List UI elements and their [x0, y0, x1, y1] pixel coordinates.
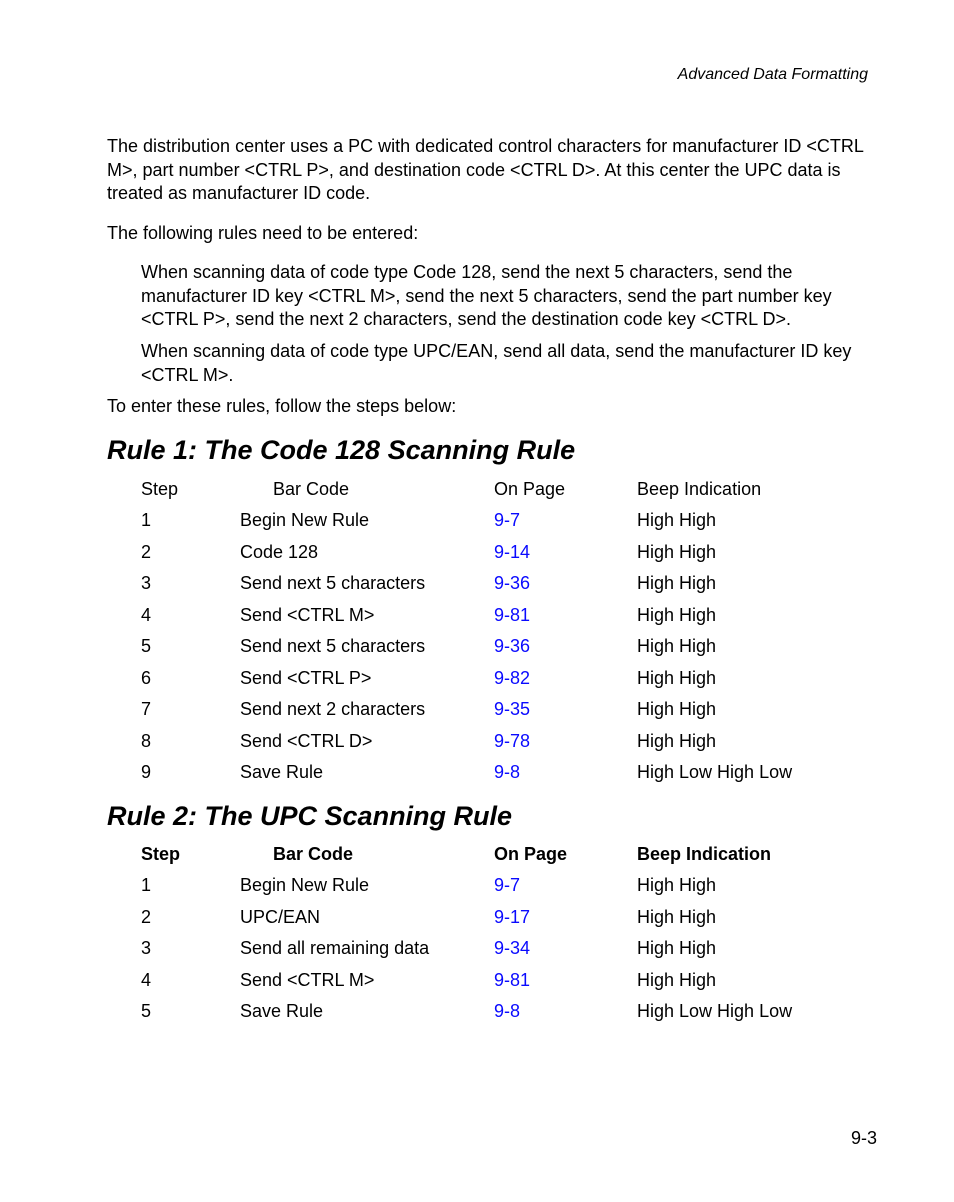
on-page-cell [494, 902, 637, 934]
step-cell: 4 [141, 604, 152, 625]
steps-intro-paragraph: To enter these rules, follow the steps below: [107, 396, 457, 416]
beep-indication-cell: High High [637, 699, 717, 720]
rule2-description: When scanning data of code type UPC/EAN, send all data, send the manufacturer ID key <CTRL M>. [141, 341, 852, 385]
beep-indication-cell: High Low High Low [637, 1001, 793, 1022]
step-cell: 1 [141, 875, 152, 896]
header-on-page: On Page [494, 843, 568, 864]
table-row [141, 870, 837, 902]
page-link[interactable]: 9-36 [494, 573, 531, 594]
header-step: Step [141, 843, 181, 864]
step-cell: 7 [141, 699, 152, 720]
table-header-row [141, 838, 837, 870]
on-page-cell [494, 965, 637, 997]
beep-indication-cell: High High [637, 510, 717, 531]
header-step: Step [141, 478, 179, 499]
on-page-cell [494, 757, 637, 789]
step-cell: 4 [141, 969, 152, 990]
on-page-cell [494, 505, 637, 537]
bar-code-cell: Send next 5 characters [240, 636, 426, 657]
bar-code-cell: Send next 2 characters [240, 699, 426, 720]
rule1-title: Rule 1: The Code 128 Scanning Rule [107, 435, 576, 465]
table-row [141, 996, 837, 1028]
table-row [141, 631, 837, 663]
beep-indication-cell: High High [637, 604, 717, 625]
bar-code-cell: Send <CTRL D> [240, 730, 373, 751]
page-link[interactable]: 9-8 [494, 1001, 521, 1022]
bar-code-cell: Send <CTRL P> [240, 667, 372, 688]
table-header-row [141, 473, 837, 505]
beep-indication-cell: High High [637, 636, 717, 657]
step-cell: 5 [141, 1001, 152, 1022]
beep-indication-cell: High High [637, 875, 717, 896]
beep-indication-cell: High High [637, 906, 717, 927]
step-cell: 6 [141, 667, 152, 688]
on-page-cell [494, 631, 637, 663]
table-row [141, 663, 837, 695]
table-row [141, 726, 837, 758]
rule2-title: Rule 2: The UPC Scanning Rule [107, 801, 513, 831]
header-bar-code [240, 473, 494, 505]
header-on-page: On Page [494, 478, 566, 499]
on-page-cell [494, 663, 637, 695]
table-row [141, 600, 837, 632]
step-cell: 3 [141, 938, 152, 959]
page-link[interactable]: 9-7 [494, 875, 521, 896]
page-link[interactable]: 9-14 [494, 541, 531, 562]
on-page-cell [494, 870, 637, 902]
bar-code-cell: Begin New Rule [240, 510, 370, 531]
table-row [141, 694, 837, 726]
page-link[interactable]: 9-8 [494, 762, 521, 783]
beep-indication-cell: High Low High Low [637, 762, 793, 783]
page-number: 9-3 [850, 1128, 877, 1148]
bar-code-cell: Save Rule [240, 1001, 324, 1022]
bar-code-cell: Send next 5 characters [240, 573, 426, 594]
table-row [141, 757, 837, 789]
beep-indication-cell: High High [637, 541, 717, 562]
header-bar-code-label: Bar Code [273, 843, 354, 864]
rule2-steps-table [141, 838, 837, 1028]
on-page-cell [494, 726, 637, 758]
beep-indication-cell: High High [637, 730, 717, 751]
table-row [141, 933, 837, 965]
on-page-cell [494, 568, 637, 600]
table-row [141, 505, 837, 537]
beep-indication-cell: High High [637, 573, 717, 594]
running-header: Advanced Data Formatting [677, 66, 868, 83]
beep-indication-cell: High High [637, 667, 717, 688]
page-link[interactable]: 9-17 [494, 906, 531, 927]
intro-paragraph: The distribution center uses a PC with dedicated control characters for manufacturer ID <CTRL M>, part number <CTRL P>, and destination code <CTRL D>. At this center the UPC data is treated as manufacturer ID code. [107, 136, 864, 203]
bar-code-cell: Save Rule [240, 762, 324, 783]
bar-code-cell: Code 128 [240, 541, 319, 562]
on-page-cell [494, 537, 637, 569]
page-link[interactable]: 9-81 [494, 969, 531, 990]
step-cell: 2 [141, 541, 152, 562]
step-cell: 3 [141, 573, 152, 594]
bar-code-cell: Send <CTRL M> [240, 604, 375, 625]
page-link[interactable]: 9-82 [494, 667, 531, 688]
bar-code-cell: UPC/EAN [240, 906, 321, 927]
on-page-cell [494, 694, 637, 726]
bar-code-cell: Begin New Rule [240, 875, 370, 896]
rule1-description: When scanning data of code type Code 128, send the next 5 characters, send the manufacturer ID key <CTRL M>, send the next 5 characters, send the part number key <CTRL P>, send the next 2 characters, send the destination code key <CTRL D>. [141, 262, 832, 329]
page-link[interactable]: 9-35 [494, 699, 531, 720]
on-page-cell [494, 600, 637, 632]
rule1-steps-table [141, 473, 837, 789]
beep-indication-cell: High High [637, 938, 717, 959]
page-link[interactable]: 9-36 [494, 636, 531, 657]
bar-code-cell: Send <CTRL M> [240, 969, 375, 990]
page-link[interactable]: 9-81 [494, 604, 531, 625]
step-cell: 9 [141, 762, 152, 783]
header-bar-code-label: Bar Code [273, 478, 350, 499]
step-cell: 5 [141, 636, 152, 657]
step-cell: 2 [141, 906, 152, 927]
rules-intro-paragraph: The following rules need to be entered: [107, 223, 419, 243]
table-row [141, 902, 837, 934]
on-page-cell [494, 933, 637, 965]
table-row [141, 537, 837, 569]
step-cell: 8 [141, 730, 152, 751]
beep-indication-cell: High High [637, 969, 717, 990]
table-row [141, 965, 837, 997]
header-beep-indication: Beep Indication [637, 843, 772, 864]
on-page-cell [494, 996, 637, 1028]
header-beep-indication: Beep Indication [637, 478, 762, 499]
page-link[interactable]: 9-34 [494, 938, 531, 959]
step-cell: 1 [141, 510, 152, 531]
bar-code-cell: Send all remaining data [240, 938, 430, 959]
page-link[interactable]: 9-78 [494, 730, 531, 751]
header-bar-code [240, 838, 494, 870]
page-link[interactable]: 9-7 [494, 510, 521, 531]
table-row [141, 568, 837, 600]
